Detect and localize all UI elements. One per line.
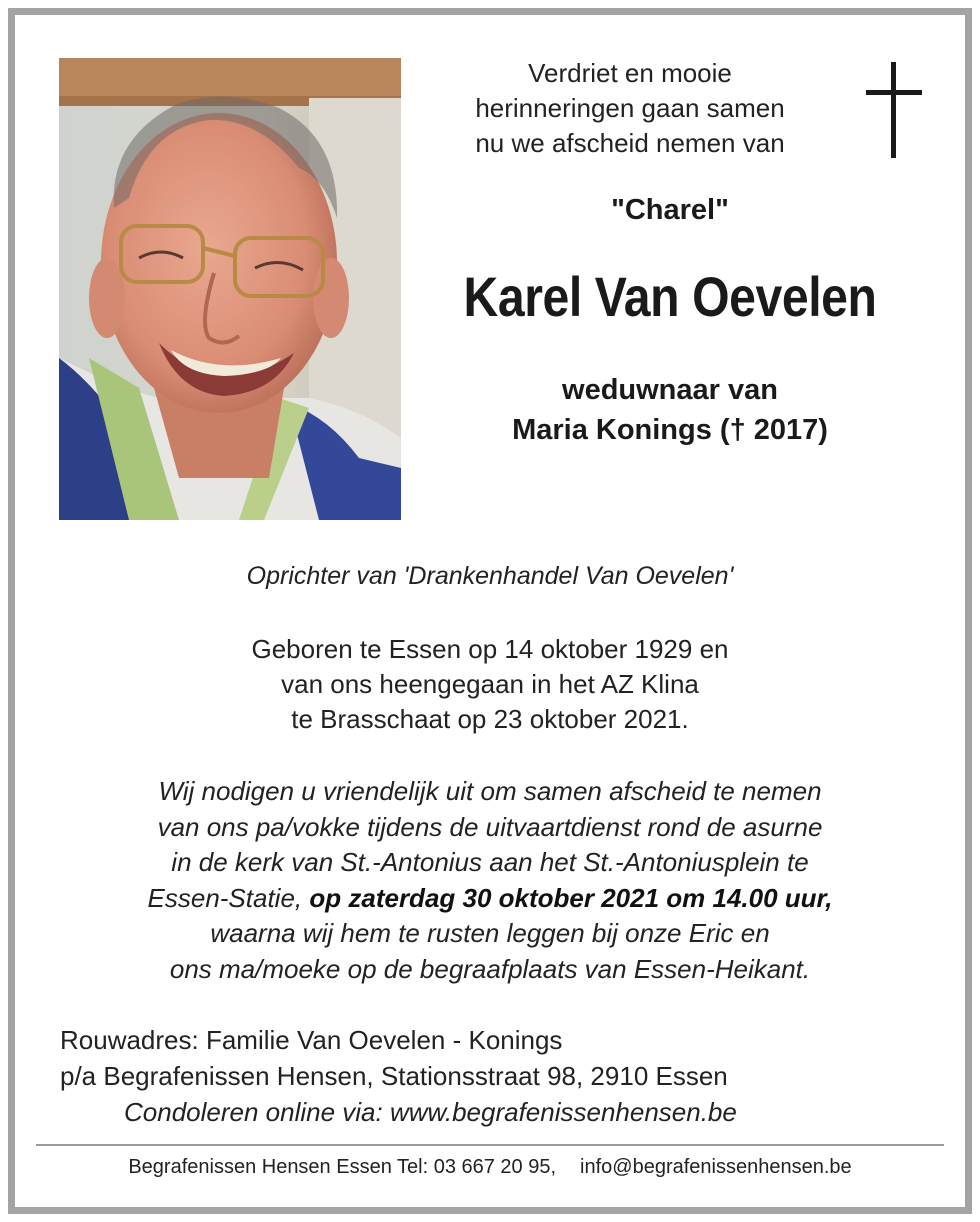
invite-line bbox=[30, 881, 950, 917]
invite-line: waarna wij hem te rusten leggen bij onze Eric en bbox=[210, 918, 770, 948]
invite-line: van ons pa/vokke tijdens de uitvaartdienst rond de asurne bbox=[157, 811, 823, 842]
intro-line: herinneringen gaan samen bbox=[475, 93, 785, 123]
widow-spouse: Maria Konings († 2017) bbox=[512, 414, 828, 446]
footer-phone: Begrafenissen Hensen Essen Tel: 03 667 20 95, bbox=[128, 1156, 557, 1178]
intro-text bbox=[420, 56, 840, 161]
address-family: Rouwadres: Familie Van Oevelen - Konings bbox=[60, 1025, 563, 1055]
birth-line: te Brasschaat op 23 oktober 2021. bbox=[291, 704, 689, 734]
birth-line: Geboren te Essen op 14 oktober 1929 en bbox=[251, 634, 729, 664]
invite-line: in de kerk van St.-Antonius aan het St.-Antoniusplein te bbox=[171, 847, 809, 877]
founder-text: Oprichter van 'Drankenhandel Van Oevelen' bbox=[246, 562, 734, 590]
intro-line: nu we afscheid nemen van bbox=[475, 128, 785, 158]
invite-location: Essen-Statie, bbox=[147, 882, 310, 913]
invite-line: ons ma/moeke op de begraafplaats van Essen-Heikant. bbox=[169, 953, 811, 984]
portrait-photo bbox=[59, 58, 401, 520]
widow-line: weduwnaar van bbox=[562, 374, 778, 406]
widow-text bbox=[420, 370, 920, 450]
nickname: "Charel" bbox=[611, 194, 729, 226]
service-datetime: op zaterdag 30 oktober 2021 om 14.00 uur, bbox=[309, 882, 833, 913]
mourning-address bbox=[60, 1022, 940, 1130]
footer-email[interactable]: info@begrafenissenhensen.be bbox=[580, 1156, 852, 1178]
address-street: p/a Begrafenissen Hensen, Stationsstraat 98, 2910 Essen bbox=[60, 1061, 728, 1091]
condolence-link[interactable]: Condoleren online via: www.begrafenissenhensen.be bbox=[124, 1097, 737, 1127]
intro-line: Verdriet en mooie bbox=[528, 58, 732, 88]
birth-text bbox=[40, 632, 940, 737]
deceased-name: Karel Van Oevelen bbox=[463, 265, 877, 328]
invite-line: Wij nodigen u vriendelijk uit om samen afscheid te nemen bbox=[158, 776, 822, 806]
footer bbox=[36, 1156, 944, 1179]
cross-icon bbox=[866, 62, 922, 158]
footer-divider bbox=[36, 1144, 944, 1146]
birth-line: van ons heengegaan in het AZ Klina bbox=[281, 669, 699, 699]
invitation-text bbox=[30, 774, 950, 987]
